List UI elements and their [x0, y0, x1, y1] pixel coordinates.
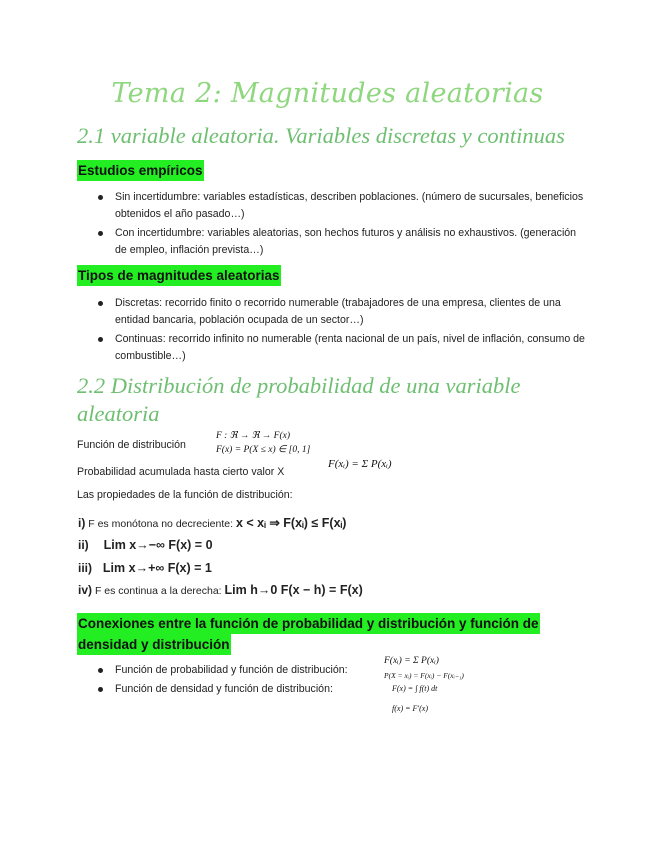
list-item: Con incertidumbre: variables aleatorias, son hechos futuros y análisis no exhaustivos. (generación de empleo, inflación prevista…)	[96, 225, 586, 259]
acumulada-formula: F(xᵢ) = Σ P(xᵢ)	[328, 458, 392, 470]
page-title: Tema 2: Magnitudes aleatorias	[111, 78, 544, 109]
subheading-conexiones-2: densidad y distribución	[77, 634, 231, 655]
propiedades-label: Las propiedades de la función de distribución:	[77, 489, 293, 501]
property-ii: ii) Lim x→−∞ F(x) = 0	[78, 538, 213, 552]
section-1-heading: 2.1 variable aleatoria. Variables discretas y continuas	[77, 123, 565, 148]
list-item: Función de densidad y función de distribución:	[96, 681, 386, 698]
funcion-formula-1: F : ℜ → ℜ → F(x)	[216, 431, 291, 441]
list-tipos	[96, 295, 586, 367]
conexion-formula-a1: F(xᵢ) = Σ P(xᵢ)	[384, 656, 439, 666]
property-iii: iii) Lim x→+∞ F(x) = 1	[78, 561, 212, 575]
property-i: i) F es monótona no decreciente: x < xᵢ ⇒ F(xᵢ) ≤ F(xᵢ)	[78, 516, 347, 530]
section-2-heading-line1: 2.2 Distribución de probabilidad de una variable	[77, 373, 521, 398]
conexion-formula-b1: F(x) = ∫ f(t) dt	[392, 684, 438, 693]
list-conexiones	[96, 662, 386, 700]
funcion-distribucion-label: Función de distribución	[77, 439, 186, 451]
list-item: Función de probabilidad y función de distribución:	[96, 662, 386, 679]
list-item: Discretas: recorrido finito o recorrido numerable (trabajadores de una empresa, clientes de una entidad bancaria, población ocupada de un sector…)	[96, 295, 586, 329]
conexion-formula-b2: f(x) = F′(x)	[392, 704, 429, 713]
list-item: Continuas: recorrido infinito no numerable (renta nacional de un país, nivel de inflación, consumo de combustible…)	[96, 331, 586, 365]
probabilidad-acumulada-label: Probabilidad acumulada hasta cierto valor X	[77, 466, 285, 478]
property-iv: iv) F es continua a la derecha: Lim h→0 F(x − h) = F(x)	[78, 583, 363, 597]
funcion-formula-2: F(x) = P(X ≤ x) ∈ [0, 1]	[216, 445, 311, 455]
conexion-formula-a2: P(X = xᵢ) = F(xᵢ) − F(xᵢ₋₁)	[384, 671, 464, 680]
subheading-tipos: Tipos de magnitudes aleatorias	[77, 265, 281, 286]
subheading-conexiones-1: Conexiones entre la función de probabilidad y distribución y función de	[77, 613, 540, 634]
list-estudios	[96, 189, 586, 261]
section-2-heading-line2: aleatoria	[77, 401, 160, 426]
list-item: Sin incertidumbre: variables estadísticas, describen poblaciones. (número de sucursales, beneficios obtenidos el año pasado…)	[96, 189, 586, 223]
subheading-estudios: Estudios empíricos	[77, 160, 204, 181]
